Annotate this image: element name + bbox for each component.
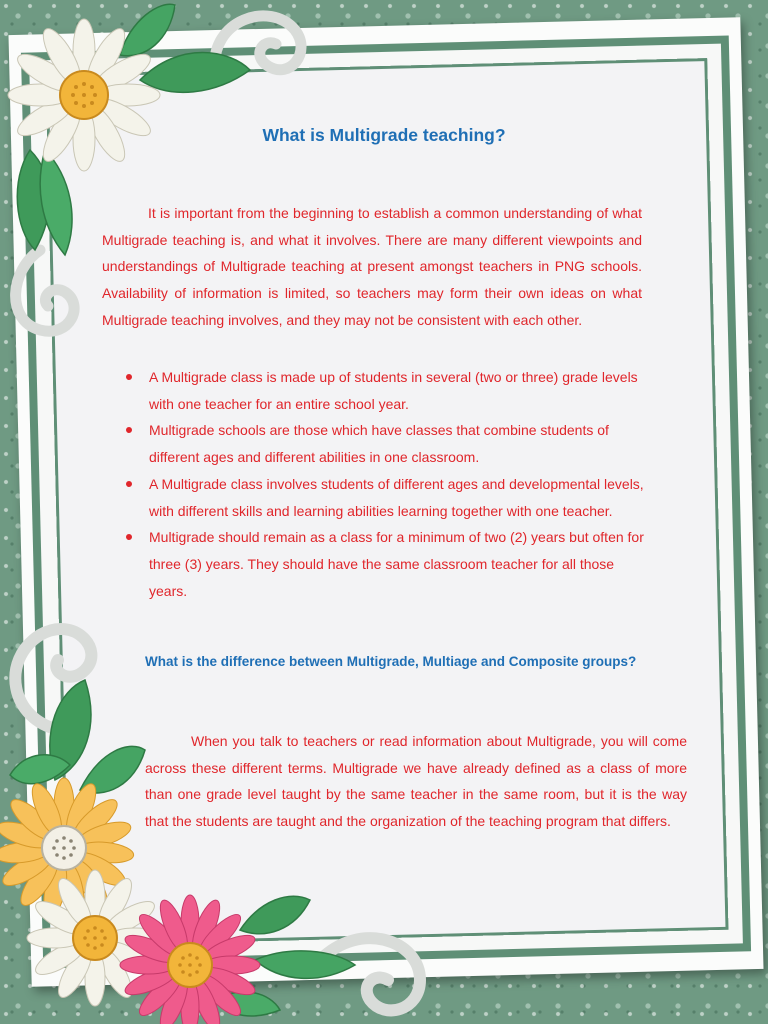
bullet-icon <box>126 427 132 433</box>
list-item-text: A Multigrade class involves students of different ages and developmental levels, with different skills and learning abilities learning together with one teacher. <box>149 475 644 519</box>
list-item <box>126 471 646 524</box>
list-item <box>126 417 646 470</box>
list-item <box>126 364 646 417</box>
bullet-icon <box>126 481 132 487</box>
section-subheading: What is the difference between Multigrade, Multiage and Composite groups? <box>145 654 637 669</box>
second-paragraph: When you talk to teachers or read information about Multigrade, you will come across these different terms. Multigrade we have already defined as a class of more than one grade level taught by the same teacher in the same room, but it is the way that the students are taught and the organization of the teaching program that differs. <box>145 733 687 830</box>
bullet-icon <box>126 374 132 380</box>
bullet-icon <box>126 534 132 540</box>
page-title: What is Multigrade teaching? <box>262 125 506 145</box>
definition-list <box>126 364 646 604</box>
list-item-text: A Multigrade class is made up of students in several (two or three) grade levels with one teacher for an entire school year. <box>149 369 638 412</box>
list-item-text: Multigrade should remain as a class for a minimum of two (2) years but often for three (3) years. They should have the same classroom teacher for all those years. <box>149 529 644 599</box>
list-item <box>126 524 646 604</box>
list-item-text: Multigrade schools are those which have classes that combine students of different ages and different abilities in one classroom. <box>149 422 609 466</box>
intro-paragraph: It is important from the beginning to establish a common understanding of what Multigrade teaching is, and what it involves. There are many different viewpoints and understandings of Multigrade teaching at present amongst teachers in PNG schools. Availability of information is limited, so teachers may form their own ideas on what Multigrade teaching involves, and they may not be consistent with each other. <box>102 205 642 328</box>
